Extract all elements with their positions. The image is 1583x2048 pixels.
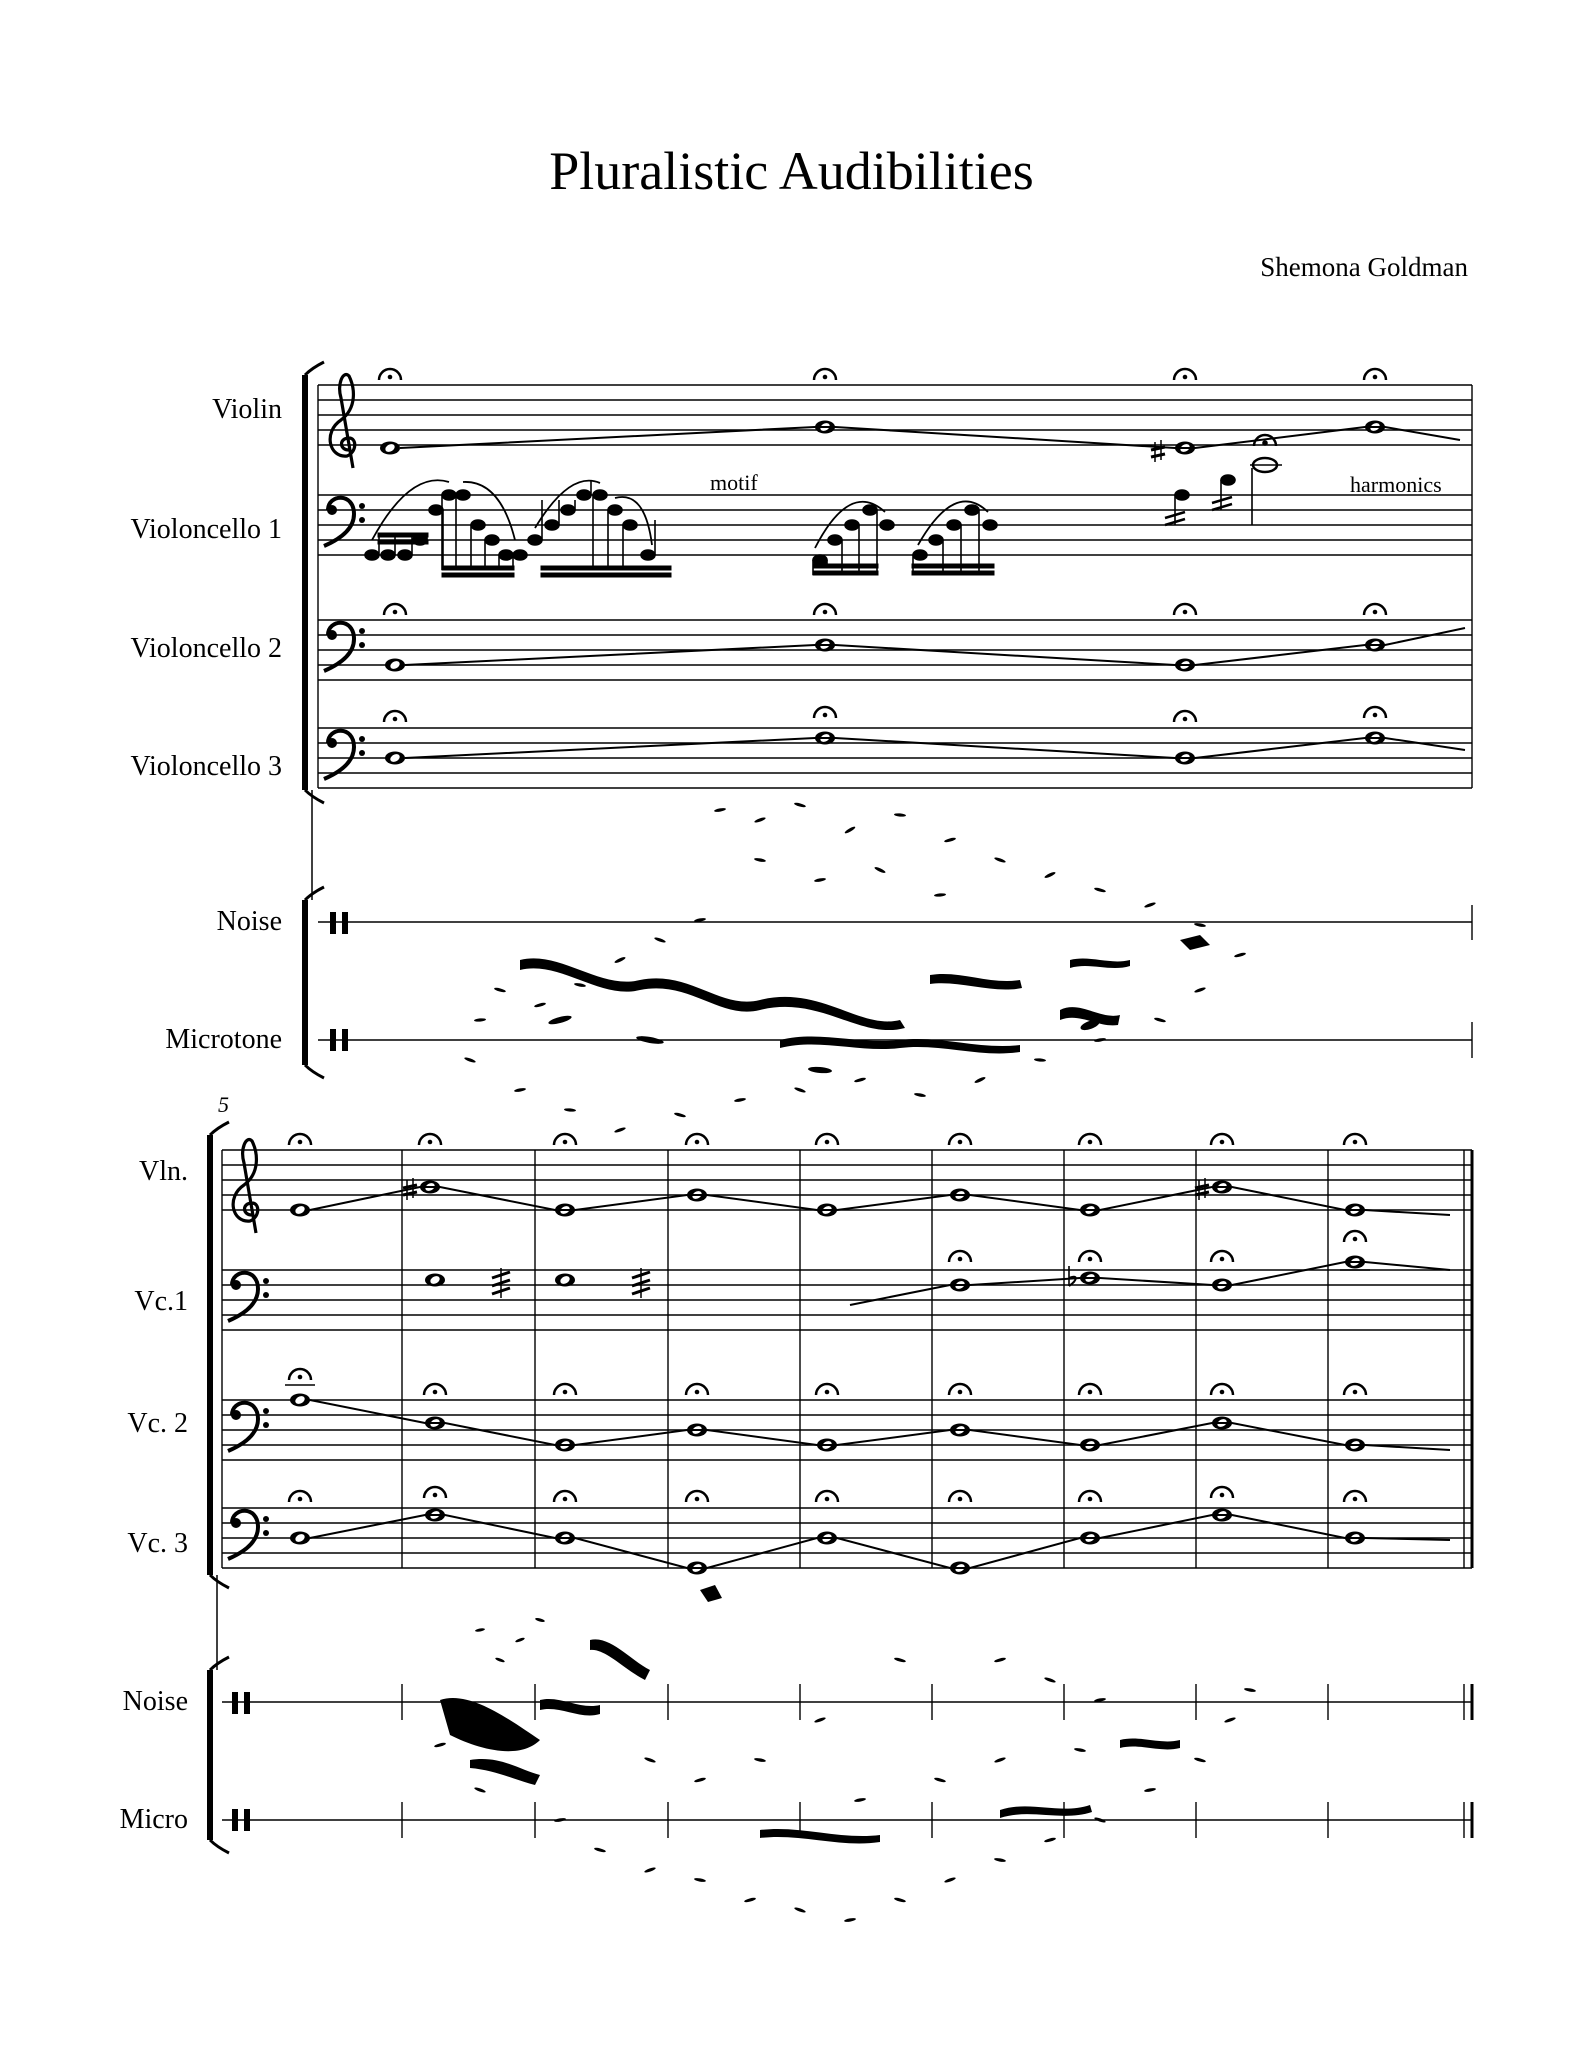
fermata-icon [814,604,836,615]
instrument-label: Microtone [165,1024,282,1055]
fermata-icon [1364,604,1386,615]
instrument-label: Violin [212,394,282,425]
annotation-motif: motif [710,470,758,495]
fermata-icon [379,369,401,380]
fermata-icon [1174,711,1196,722]
cello-3-notes [384,707,1465,765]
bass-clef-icon [228,1273,269,1321]
annotation-harmonics: harmonics [1350,472,1442,497]
barlines [222,1150,1472,1838]
cello-2-notes [285,1369,1450,1452]
percussion-clef-icon [232,1692,250,1831]
staff-cello-3 [222,1508,1472,1568]
bass-clef-icon [324,731,365,779]
staff-cello-2 [222,1400,1472,1460]
instrument-label: Vc. 2 [127,1408,188,1439]
instrument-label: Vc.1 [134,1286,188,1317]
fermata-icon [1364,369,1386,380]
graphic-noise-cloud [464,802,1246,1134]
violin-notes [289,1134,1450,1217]
percussion-clef-icon [330,912,348,1051]
staff-cello-1 [222,1270,1472,1330]
instrument-label: Violoncello 3 [130,751,282,782]
bass-clef-icon [324,623,365,671]
composer-name: Shemona Goldman [1260,252,1468,282]
treble-clef-icon [233,1140,258,1233]
cello-2-notes [384,604,1465,672]
fermata-icon [384,604,406,615]
fermata-icon [814,369,836,380]
bass-clef-icon [228,1511,269,1559]
fermata-icon [814,707,836,718]
system-2 [120,1092,1472,1923]
staff-cello-3 [318,728,1472,788]
bass-clef-icon [324,498,365,546]
instrument-label: Vc. 3 [127,1528,188,1559]
cello-3-notes [289,1487,1450,1575]
staff-cello-2 [318,620,1472,680]
cello-1-notes [425,1231,1450,1305]
piece-title: Pluralistic Audibilities [549,141,1034,201]
fermata-icon [1364,707,1386,718]
staff-cello-1 [318,495,1472,555]
instrument-label: Noise [122,1686,188,1717]
fermata-icon [1174,369,1196,380]
instrument-label: Violoncello 1 [130,514,282,545]
fermata-icon [384,711,406,722]
system-bracket [305,362,324,1078]
fermata-icon [1174,604,1196,615]
bass-clef-icon [228,1403,269,1451]
instrument-label: Vln. [139,1156,188,1187]
graphic-noise-cloud [434,1585,1256,1923]
instrument-label: Violoncello 2 [130,633,282,664]
system-bracket [210,1122,229,1853]
instrument-label: Micro [119,1804,188,1835]
measure-number: 5 [218,1092,229,1117]
treble-clef-icon [330,375,355,468]
instrument-label: Noise [216,906,282,937]
staff-violin [222,1150,1472,1210]
system-1 [130,362,1472,1134]
